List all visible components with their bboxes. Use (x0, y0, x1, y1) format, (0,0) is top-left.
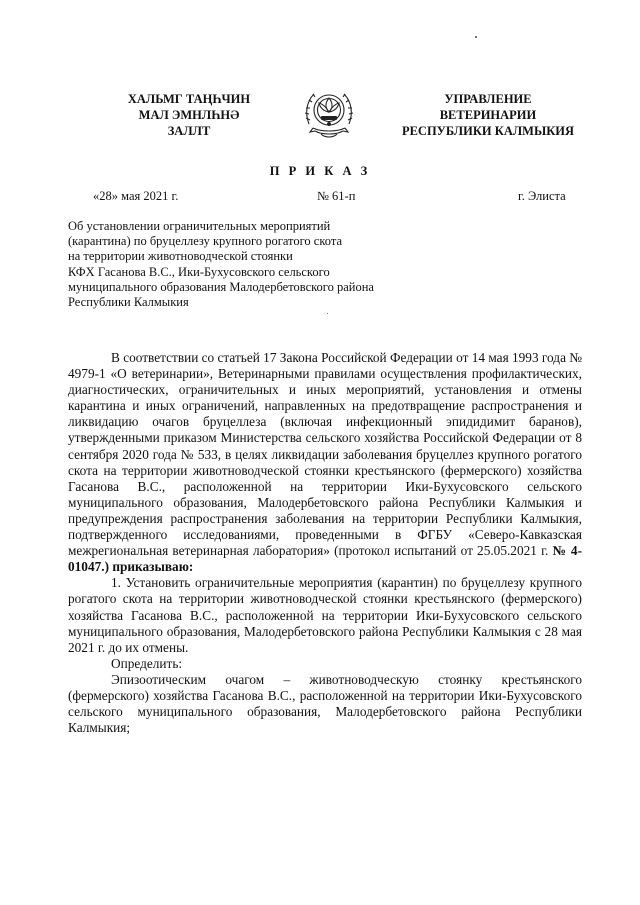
order-date: «28» мая 2021 г. (93, 189, 179, 203)
header-left-line: МАЛ ЭМНЛҺНӘ (138, 108, 240, 122)
subject-line: Об установлении ограничительных мероприятий (68, 219, 331, 233)
header-russian-authority (388, 91, 588, 139)
header-right-line: ВЕТЕРИНАРИИ (439, 108, 537, 122)
subject-line: Республики Калмыкия (68, 295, 189, 310)
order-number: № 61-п (317, 189, 356, 203)
header-kalmyk-authority (104, 91, 274, 139)
kalmykia-coat-of-arms-icon (301, 84, 357, 142)
define-heading: Определить: (111, 655, 183, 671)
subject-line: (карантина) по бруцеллезу крупного рогатого скота (68, 234, 343, 249)
document-title: П Р И К А З (269, 164, 371, 178)
order-subject (68, 219, 488, 310)
clause-1-paragraph: 1. Установить ограничительные мероприятия (карантин) по бруцеллезу крупного рогатого скота на территории животноводческой стоянки крестьянского (фермерского) хозяйства Гасанова В.С., расположенной на территории Ики-Бухусовского сельского муниципального образования, Малодербетовского района Республики Калмыкия с 28 мая 2021 г. до их отмены. (68, 575, 582, 655)
order-body (68, 350, 582, 736)
preamble-decision: № 4-01047.) приказываю: (68, 543, 582, 575)
scan-speck (475, 36, 477, 38)
subject-line: КФХ Гасанова В.С., Ики-Бухусовского сельского (68, 264, 330, 279)
subject-line: на территории животноводческой стоянки (68, 249, 293, 264)
header-left-line: ЗАЛЛТ (167, 124, 211, 138)
subject-line: муниципального образования Малодербетовского района (68, 279, 374, 294)
header-right-line: РЕСПУБЛИКИ КАЛМЫКИЯ (401, 124, 575, 138)
header-right-line: УПРАВЛЕНИЕ (444, 92, 532, 106)
order-city: г. Элиста (518, 189, 566, 203)
header-left-line: ХАЛЬМГ ТАҢҺЧИН (127, 92, 251, 106)
scan-speck (327, 313, 328, 314)
preamble-text: В соответствии со статьей 17 Закона Российской Федерации от 14 мая 1993 года № 4979-1 «О ветеринарии», Ветеринарными правилами осуществления профилактических, диагностических, ограничительных и иных мероприятий, установления и отмены карантина и иных ограничений, направленных на предотвращение распространения и ликвидацию очагов бруцеллеза (включая инфекционный эпидидимит баранов), утвержденными приказом Министерства сельского хозяйства Российской Федерации от 8 сентября 2020 года № 533, в целях ликвидации заболевания бруцеллез крупного рогатого скота на территории животноводческой стоянки крестьянского (фермерского) хозяйства Гасанова В.С., расположенной на территории Ики-Бухусовского сельского муниципального образования, Малодербетовского района Республики Калмыкия и предупреждения распространения заболевания на территории Республики Калмыкия, подтвержденного исследованиями, проведенными в ФГБУ «Северо-Кавказская межрегиональная ветеринарная лаборатория» (протокол испытаний от 25.05.2021 г. (68, 350, 582, 559)
preamble-paragraph (68, 350, 582, 575)
epizootic-focus-paragraph: Эпизоотическим очагом – животноводческую стоянку крестьянского (фермерского) хозяйства Гасанова В.С., расположенной на территории Ики-Бухусовского сельского муниципального образования, Малодербетовского района Республики Калмыкия; (68, 671, 582, 736)
